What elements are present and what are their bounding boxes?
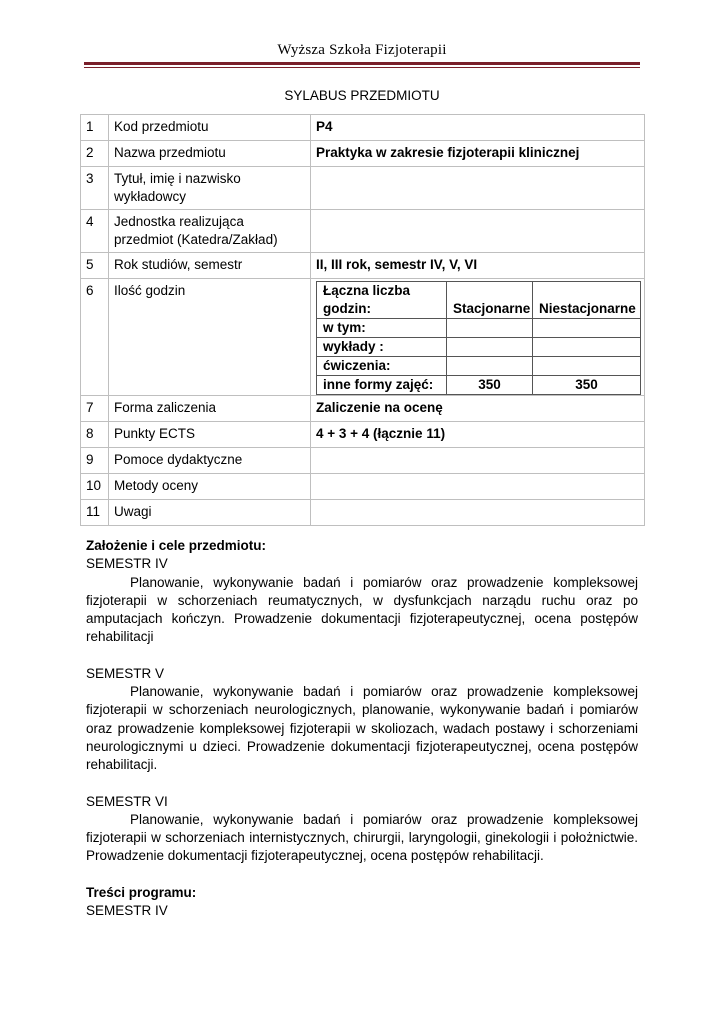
hours-row	[317, 338, 641, 357]
program-heading: Treści programu:	[86, 884, 197, 900]
page-header: Wyższa Szkoła Fizjoterapii	[277, 42, 447, 58]
hours-row-stac	[447, 319, 533, 338]
row-label: Forma zaliczenia	[109, 396, 311, 422]
row-number: 7	[81, 396, 109, 422]
row-number: 3	[81, 167, 109, 210]
table-row	[81, 396, 645, 422]
goals-heading: Założenie i cele przedmiotu:	[86, 538, 267, 553]
hours-row-label: inne formy zajęć:	[317, 376, 447, 395]
hours-row-label: w tym:	[317, 319, 447, 338]
row-value: II, III rok, semestr IV, V, VI	[311, 253, 645, 279]
hours-cell	[311, 279, 645, 396]
hours-row-niestac	[533, 357, 641, 376]
row-value: 4 + 3 + 4 (łącznie 11)	[311, 422, 645, 448]
row-label: Pomoce dydaktyczne	[109, 448, 311, 474]
row-value	[311, 167, 645, 210]
row-value: Praktyka w zakresie fizjoterapii klinicznej	[311, 141, 645, 167]
row-number: 11	[81, 500, 109, 526]
table-row	[81, 141, 645, 167]
row-number: 10	[81, 474, 109, 500]
row-value	[311, 500, 645, 526]
paragraph-gap	[86, 647, 638, 665]
hours-row-stac: 350	[447, 376, 533, 395]
semester-description: Planowanie, wykonywanie badań i pomiarów oraz prowadzenie kompleksowej fizjoterapii w schorzeniach internistycznych, chirurgii, laryngologii, ginekologii i położnictwie. Prowadzenie dokumentacji fizjoterapeutycznej, ocena postępów rehabilitacji.	[86, 811, 638, 864]
row-number: 8	[81, 422, 109, 448]
paragraph-gap	[86, 775, 638, 793]
table-row	[81, 474, 645, 500]
row-value	[311, 474, 645, 500]
semester-label: SEMESTR VI	[86, 793, 168, 809]
semester-label: SEMESTR IV	[86, 903, 168, 919]
header-rule-thick	[84, 62, 640, 65]
table-row	[81, 253, 645, 279]
hours-header-row	[317, 282, 641, 319]
hours-row-stac	[447, 357, 533, 376]
hours-header-label: Łączna liczba godzin:	[317, 282, 447, 319]
semester-label: SEMESTR V	[86, 665, 165, 681]
hours-row-niestac	[533, 319, 641, 338]
row-label: Metody oceny	[109, 474, 311, 500]
hours-header-niestacjonarne: Niestacjonarne	[533, 282, 641, 319]
semester-label: SEMESTR IV	[86, 556, 168, 572]
row-value: Zaliczenie na ocenę	[311, 396, 645, 422]
row-label: Rok studiów, semestr	[109, 253, 311, 279]
hours-table	[316, 281, 641, 395]
hours-row-niestac	[533, 338, 641, 357]
row-value: P4	[311, 115, 645, 141]
row-number: 1	[81, 115, 109, 141]
table-row	[81, 167, 645, 210]
row-label: Kod przedmiotu	[109, 115, 311, 141]
row-label: Uwagi	[109, 500, 311, 526]
paragraph-gap	[86, 866, 638, 884]
row-label: Tytuł, imię i nazwisko wykładowcy	[109, 167, 311, 210]
hours-row	[317, 357, 641, 376]
table-row	[81, 422, 645, 448]
hours-row-stac	[447, 338, 533, 357]
table-row	[81, 500, 645, 526]
hours-row	[317, 319, 641, 338]
hours-header-stacjonarne: Stacjonarne	[447, 282, 533, 319]
document-title: SYLABUS PRZEDMIOTU	[284, 88, 440, 103]
row-number: 9	[81, 448, 109, 474]
row-number: 4	[81, 210, 109, 253]
hours-row-label: wykłady :	[317, 338, 447, 357]
row-label: Jednostka realizująca przedmiot (Katedra/Zakład)	[109, 210, 311, 253]
table-row	[81, 279, 645, 396]
table-row	[81, 115, 645, 141]
row-label: Ilość godzin	[109, 279, 311, 396]
hours-row-label: ćwiczenia:	[317, 357, 447, 376]
row-value	[311, 210, 645, 253]
syllabus-table	[80, 114, 645, 526]
table-row	[81, 448, 645, 474]
row-number: 2	[81, 141, 109, 167]
semester-description: Planowanie, wykonywanie badań i pomiarów oraz prowadzenie kompleksowej fizjoterapii w schorzeniach neurologicznych, planowanie, wykonywanie badań i pomiarów oraz prowadzenie kompleksowej fizjoterapii w skoliozach, wadach postawy i schorzeniami neurologicznymi u dzieci. Prowadzenie dokumentacji fizjoterapeutycznej, ocena postępów rehabilitacji.	[86, 684, 638, 773]
hours-row	[317, 376, 641, 395]
syllabus-body	[86, 537, 638, 920]
row-number: 5	[81, 253, 109, 279]
row-label: Nazwa przedmiotu	[109, 141, 311, 167]
row-value	[311, 448, 645, 474]
semester-description: Planowanie, wykonywanie badań i pomiarów oraz prowadzenie kompleksowej fizjoterapii w schorzeniach reumatycznych, w dysfunkcjach narządu ruchu oraz po amputacjach kończyn. Prowadzenie dokumentacji fizjoterapeutycznej, ocena postępów rehabilitacji	[86, 574, 638, 645]
row-number: 6	[81, 279, 109, 396]
hours-row-niestac: 350	[533, 376, 641, 395]
row-label: Punkty ECTS	[109, 422, 311, 448]
header-rule-thin	[84, 67, 640, 68]
table-row	[81, 210, 645, 253]
